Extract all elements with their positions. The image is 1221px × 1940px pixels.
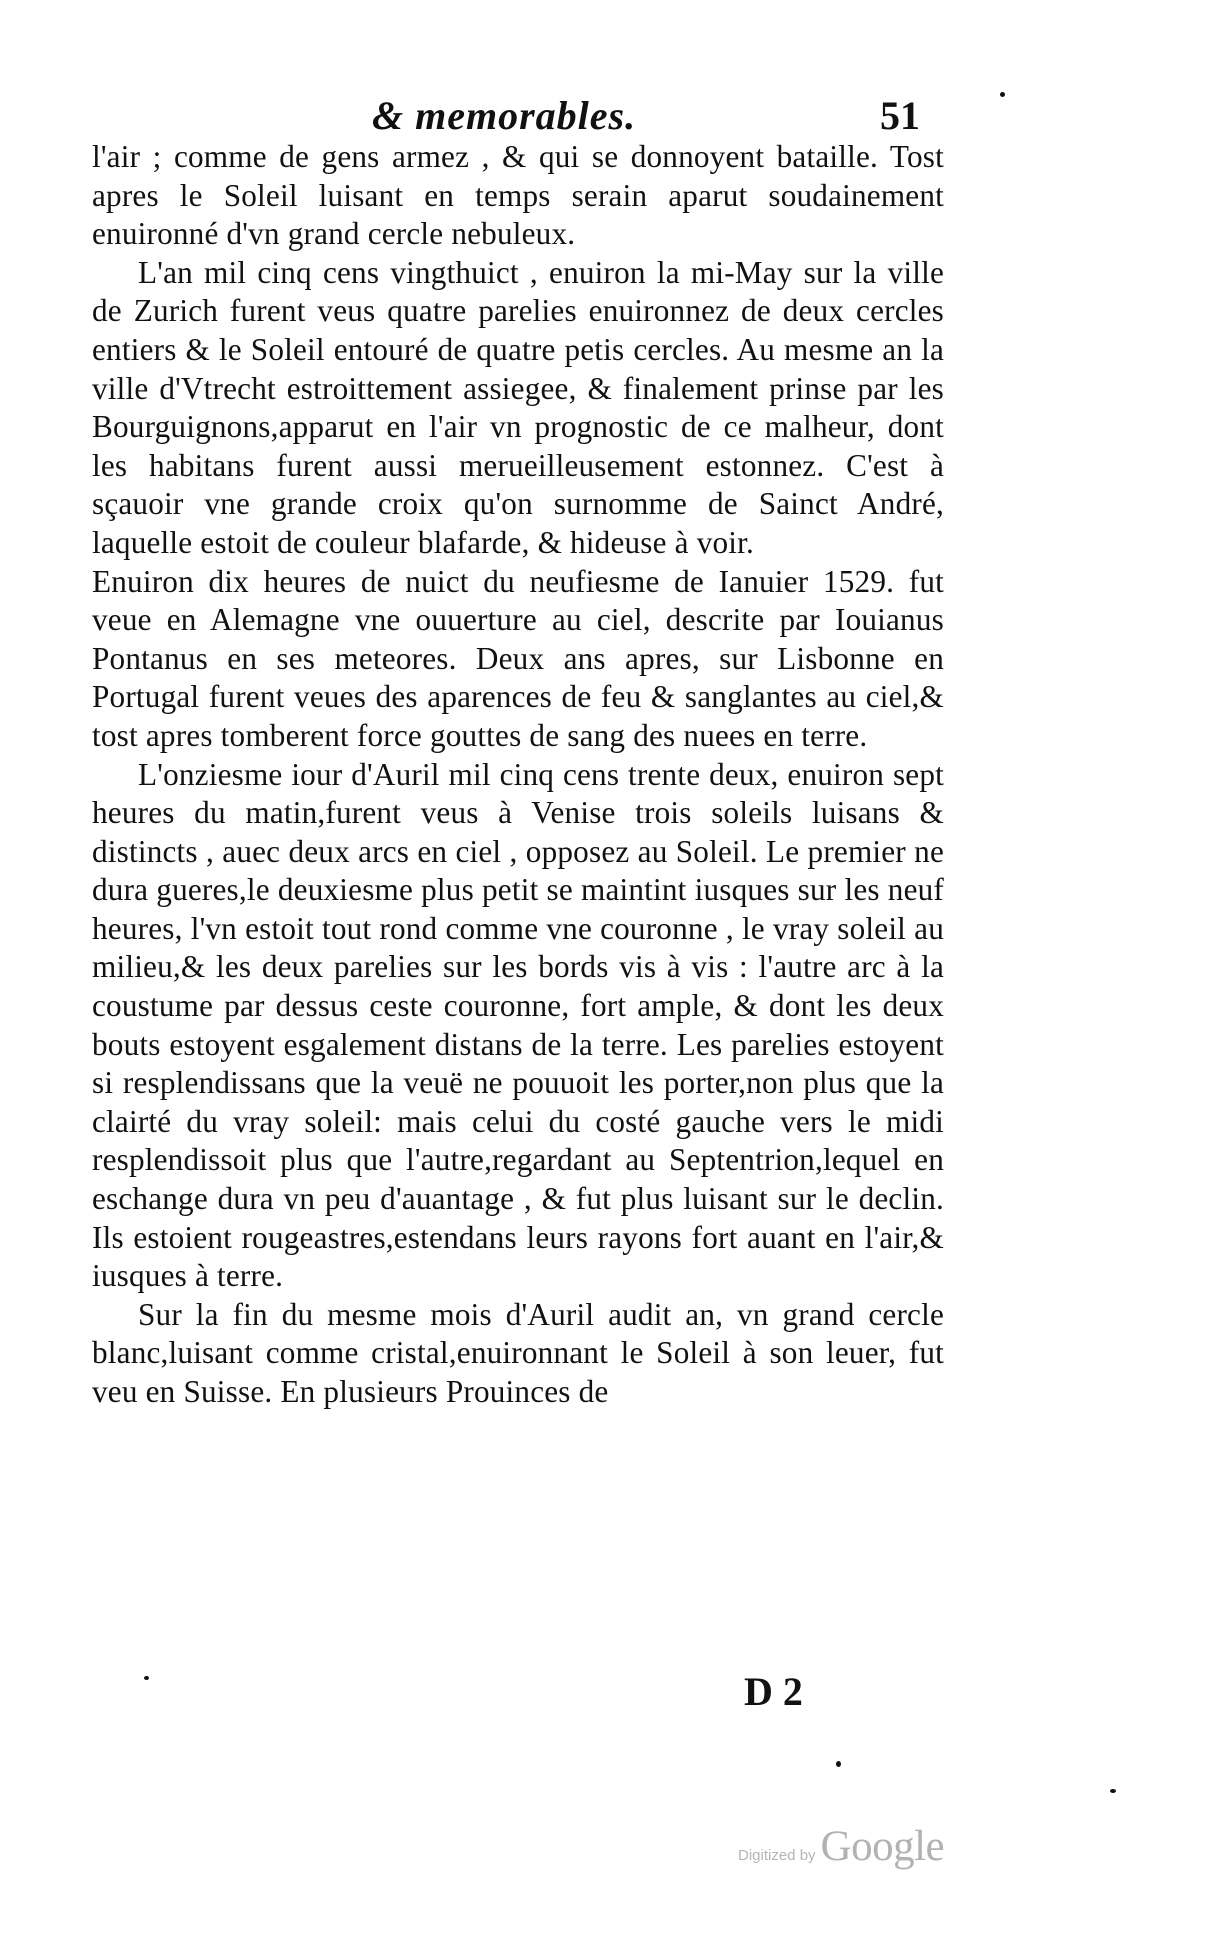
ink-speck xyxy=(1000,92,1005,97)
body-text xyxy=(92,138,944,1412)
google-watermark xyxy=(738,1822,944,1872)
google-logo: Google xyxy=(820,1823,945,1870)
ink-speck xyxy=(836,1761,841,1767)
paragraph-1: l'air ; comme de gens armez , & qui se donnoyent bataille. Tost apres le Soleil luisant en temps serain aparut soudainement enuironné d'vn grand cercle nebuleux. xyxy=(92,139,944,252)
page-number: 51 xyxy=(880,93,920,138)
ink-speck xyxy=(1110,1789,1116,1793)
digitized-by-label: Digitized by xyxy=(738,1847,816,1864)
paragraph-5: Sur la fin du mesme mois d'Auril audit an, vn grand cercle blanc,luisant comme cristal,enuironnant le Soleil à son leuer, fut veu en Suisse. En plusieurs Prouinces de xyxy=(92,1296,944,1409)
running-title: & memorables. xyxy=(372,93,637,138)
ink-speck xyxy=(144,1676,149,1680)
paragraph-3: Enuiron dix heures de nuict du neufiesme de Ianuier 1529. fut veue en Alemagne vne ouuerture au ciel, descrite par Iouianus Pontanus en ses meteores. Deux ans apres, sur Lisbonne en Portugal furent veues des aparences de feu & sanglantes au ciel,& tost apres tomberent force gouttes de sang des nuees en terre. xyxy=(92,563,944,753)
signature-mark: D 2 xyxy=(744,1669,803,1714)
paragraph-4: L'onziesme iour d'Auril mil cinq cens trente deux, enuiron sept heures du matin,furent veus à Venise trois soleils luisans & distincts , auec deux arcs en ciel , opposez au Soleil. Le premier ne dura gueres,le deuxiesme plus petit se maintint iusques sur les neuf heures, l'vn estoit tout rond comme vne couronne , le vray soleil au milieu,& les deux parelies sur les bords vis à vis : l'autre arc à la coustume par dessus ceste couronne, fort ample, & dont les deux bouts estoyent esgalement distans de la terre. Les parelies estoyent si resplendissans que la veuë ne pouuoit les porter,non plus que la clairté du vray soleil: mais celui du costé gauche vers le midi resplendissoit plus que l'autre,regardant au Septentrion,lequel en eschange dura vn peu d'auantage , & fut plus luisant sur le declin. Ils estoient rougeastres,estendans leurs rayons fort auant en l'air,& iusques à terre. xyxy=(92,756,944,1294)
paragraph-2: L'an mil cinq cens vingthuict , enuiron la mi-May sur la ville de Zurich furent veus quatre parelies enuironnez de deux cercles entiers & le Soleil entouré de quatre petis cercles. Au mesme an la ville d'Vtrecht estroittement assiegee, & finalement prinse par les Bourguignons,apparut en l'air vn prognostic de ce malheur, dont les habitans furent aussi merueilleusement estonnez. C'est à sçauoir vne grande croix qu'on surnomme de Sainct André, laquelle estoit de couleur blafarde, & hideuse à voir. xyxy=(92,254,944,560)
